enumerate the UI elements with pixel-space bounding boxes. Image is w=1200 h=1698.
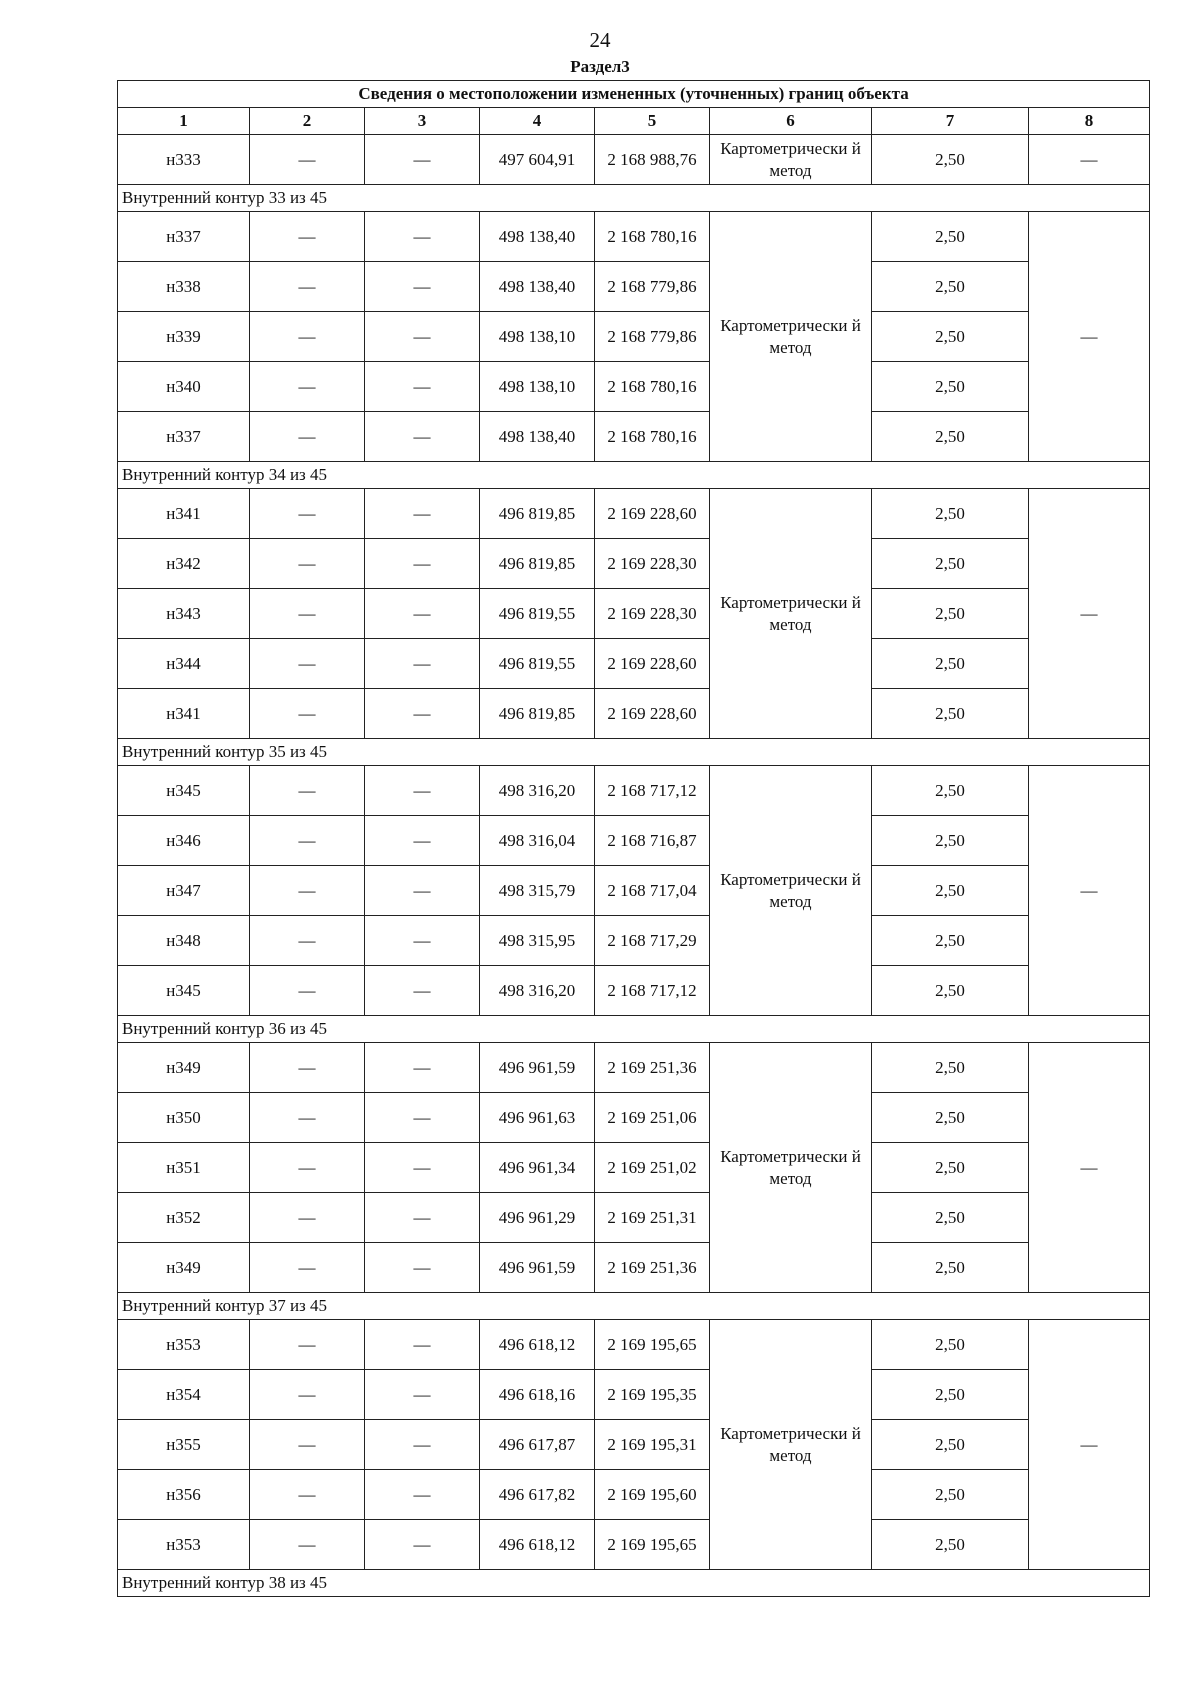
x-coordinate: 496 617,82 xyxy=(480,1470,595,1520)
x-coordinate: 498 316,20 xyxy=(480,766,595,816)
y-coordinate: 2 169 251,36 xyxy=(595,1243,710,1293)
accuracy-value: 2,50 xyxy=(872,312,1029,362)
column-number: 6 xyxy=(710,108,872,135)
column-3-value: — xyxy=(365,135,480,185)
column-number: 5 xyxy=(595,108,710,135)
accuracy-value: 2,50 xyxy=(872,689,1029,739)
column-3-value: — xyxy=(365,966,480,1016)
y-coordinate: 2 169 228,60 xyxy=(595,489,710,539)
accuracy-value: 2,50 xyxy=(872,639,1029,689)
point-id: н345 xyxy=(118,966,250,1016)
column-3-value: — xyxy=(365,362,480,412)
contour-label: Внутренний контур 37 из 45 xyxy=(118,1293,1150,1320)
point-id: н352 xyxy=(118,1193,250,1243)
table-row xyxy=(118,1520,1150,1570)
contour-label-row xyxy=(118,185,1150,212)
table-row xyxy=(118,135,1150,185)
accuracy-value: 2,50 xyxy=(872,589,1029,639)
table-row xyxy=(118,1370,1150,1420)
column-2-value: — xyxy=(250,135,365,185)
table-row xyxy=(118,262,1150,312)
column-3-value: — xyxy=(365,312,480,362)
accuracy-value: 2,50 xyxy=(872,212,1029,262)
x-coordinate: 498 138,40 xyxy=(480,212,595,262)
contour-label: Внутренний контур 34 из 45 xyxy=(118,462,1150,489)
table-caption: Сведения о местоположении измененных (уточненных) границ объекта xyxy=(118,81,1150,108)
method-cell: Картометрически й метод xyxy=(710,212,872,462)
accuracy-value: 2,50 xyxy=(872,1420,1029,1470)
accuracy-value: 2,50 xyxy=(872,966,1029,1016)
column-2-value: — xyxy=(250,1243,365,1293)
x-coordinate: 496 819,85 xyxy=(480,539,595,589)
point-id: н346 xyxy=(118,816,250,866)
point-id: н343 xyxy=(118,589,250,639)
point-id: н340 xyxy=(118,362,250,412)
column-8-value: — xyxy=(1029,766,1150,1016)
column-3-value: — xyxy=(365,1520,480,1570)
boundary-coordinates-table xyxy=(117,80,1150,1597)
y-coordinate: 2 168 717,12 xyxy=(595,766,710,816)
x-coordinate: 496 961,59 xyxy=(480,1243,595,1293)
table-row xyxy=(118,589,1150,639)
y-coordinate: 2 168 779,86 xyxy=(595,312,710,362)
table-row xyxy=(118,1243,1150,1293)
x-coordinate: 496 819,85 xyxy=(480,689,595,739)
column-3-value: — xyxy=(365,589,480,639)
column-number: 8 xyxy=(1029,108,1150,135)
column-3-value: — xyxy=(365,916,480,966)
method-cell: Картометрически й метод xyxy=(710,1043,872,1293)
column-2-value: — xyxy=(250,1043,365,1093)
contour-label-row xyxy=(118,1570,1150,1597)
x-coordinate: 498 138,40 xyxy=(480,412,595,462)
accuracy-value: 2,50 xyxy=(872,766,1029,816)
point-id: н341 xyxy=(118,689,250,739)
y-coordinate: 2 168 988,76 xyxy=(595,135,710,185)
column-number: 2 xyxy=(250,108,365,135)
x-coordinate: 498 316,04 xyxy=(480,816,595,866)
column-3-value: — xyxy=(365,639,480,689)
y-coordinate: 2 169 195,65 xyxy=(595,1320,710,1370)
method-cell: Картометрически й метод xyxy=(710,135,872,185)
column-2-value: — xyxy=(250,1470,365,1520)
table-row xyxy=(118,539,1150,589)
point-id: н356 xyxy=(118,1470,250,1520)
column-2-value: — xyxy=(250,262,365,312)
point-id: н345 xyxy=(118,766,250,816)
contour-label: Внутренний контур 38 из 45 xyxy=(118,1570,1150,1597)
x-coordinate: 496 961,59 xyxy=(480,1043,595,1093)
page-number: 24 xyxy=(589,28,611,52)
x-coordinate: 498 315,79 xyxy=(480,866,595,916)
accuracy-value: 2,50 xyxy=(872,135,1029,185)
column-3-value: — xyxy=(365,1193,480,1243)
column-2-value: — xyxy=(250,689,365,739)
contour-label-row xyxy=(118,1016,1150,1043)
column-8-value: — xyxy=(1029,1043,1150,1293)
accuracy-value: 2,50 xyxy=(872,1043,1029,1093)
point-id: н355 xyxy=(118,1420,250,1470)
column-3-value: — xyxy=(365,1093,480,1143)
accuracy-value: 2,50 xyxy=(872,1143,1029,1193)
column-2-value: — xyxy=(250,916,365,966)
table-row xyxy=(118,1193,1150,1243)
table-row xyxy=(118,489,1150,539)
column-number: 7 xyxy=(872,108,1029,135)
table-row xyxy=(118,412,1150,462)
y-coordinate: 2 169 228,30 xyxy=(595,589,710,639)
column-2-value: — xyxy=(250,1320,365,1370)
column-number: 1 xyxy=(118,108,250,135)
column-2-value: — xyxy=(250,489,365,539)
accuracy-value: 2,50 xyxy=(872,362,1029,412)
point-id: н354 xyxy=(118,1370,250,1420)
column-number-row xyxy=(118,108,1150,135)
y-coordinate: 2 169 195,35 xyxy=(595,1370,710,1420)
x-coordinate: 498 315,95 xyxy=(480,916,595,966)
accuracy-value: 2,50 xyxy=(872,262,1029,312)
column-2-value: — xyxy=(250,1093,365,1143)
accuracy-value: 2,50 xyxy=(872,1520,1029,1570)
column-3-value: — xyxy=(365,766,480,816)
method-cell: Картометрически й метод xyxy=(710,1320,872,1570)
accuracy-value: 2,50 xyxy=(872,866,1029,916)
table-row xyxy=(118,639,1150,689)
contour-label-row xyxy=(118,739,1150,766)
point-id: н341 xyxy=(118,489,250,539)
table-row xyxy=(118,1043,1150,1093)
column-2-value: — xyxy=(250,212,365,262)
x-coordinate: 496 618,12 xyxy=(480,1520,595,1570)
x-coordinate: 496 819,85 xyxy=(480,489,595,539)
y-coordinate: 2 168 717,12 xyxy=(595,966,710,1016)
y-coordinate: 2 168 716,87 xyxy=(595,816,710,866)
point-id: н338 xyxy=(118,262,250,312)
x-coordinate: 498 138,10 xyxy=(480,362,595,412)
table-row xyxy=(118,1093,1150,1143)
point-id: н353 xyxy=(118,1320,250,1370)
y-coordinate: 2 168 717,04 xyxy=(595,866,710,916)
contour-label-row xyxy=(118,1293,1150,1320)
table-row xyxy=(118,362,1150,412)
column-3-value: — xyxy=(365,1420,480,1470)
point-id: н349 xyxy=(118,1243,250,1293)
table-row xyxy=(118,689,1150,739)
column-3-value: — xyxy=(365,539,480,589)
table-row xyxy=(118,1143,1150,1193)
column-2-value: — xyxy=(250,1143,365,1193)
method-cell: Картометрически й метод xyxy=(710,766,872,1016)
x-coordinate: 498 138,10 xyxy=(480,312,595,362)
table-row xyxy=(118,916,1150,966)
column-2-value: — xyxy=(250,1420,365,1470)
point-id: н337 xyxy=(118,412,250,462)
accuracy-value: 2,50 xyxy=(872,916,1029,966)
x-coordinate: 496 617,87 xyxy=(480,1420,595,1470)
column-2-value: — xyxy=(250,639,365,689)
point-id: н353 xyxy=(118,1520,250,1570)
y-coordinate: 2 169 195,60 xyxy=(595,1470,710,1520)
y-coordinate: 2 169 251,02 xyxy=(595,1143,710,1193)
point-id: н351 xyxy=(118,1143,250,1193)
y-coordinate: 2 169 251,36 xyxy=(595,1043,710,1093)
column-2-value: — xyxy=(250,539,365,589)
x-coordinate: 498 138,40 xyxy=(480,262,595,312)
y-coordinate: 2 168 779,86 xyxy=(595,262,710,312)
x-coordinate: 496 618,16 xyxy=(480,1370,595,1420)
table-row xyxy=(118,1320,1150,1370)
column-3-value: — xyxy=(365,412,480,462)
column-3-value: — xyxy=(365,1243,480,1293)
x-coordinate: 496 961,63 xyxy=(480,1093,595,1143)
column-3-value: — xyxy=(365,1470,480,1520)
method-cell: Картометрически й метод xyxy=(710,489,872,739)
y-coordinate: 2 169 195,65 xyxy=(595,1520,710,1570)
x-coordinate: 496 618,12 xyxy=(480,1320,595,1370)
column-2-value: — xyxy=(250,362,365,412)
accuracy-value: 2,50 xyxy=(872,412,1029,462)
y-coordinate: 2 168 780,16 xyxy=(595,362,710,412)
accuracy-value: 2,50 xyxy=(872,1243,1029,1293)
x-coordinate: 496 961,29 xyxy=(480,1193,595,1243)
column-3-value: — xyxy=(365,1043,480,1093)
column-2-value: — xyxy=(250,1193,365,1243)
column-2-value: — xyxy=(250,766,365,816)
contour-label: Внутренний контур 35 из 45 xyxy=(118,739,1150,766)
table-row xyxy=(118,766,1150,816)
column-3-value: — xyxy=(365,866,480,916)
point-id: н348 xyxy=(118,916,250,966)
accuracy-value: 2,50 xyxy=(872,1320,1029,1370)
accuracy-value: 2,50 xyxy=(872,1193,1029,1243)
x-coordinate: 496 961,34 xyxy=(480,1143,595,1193)
y-coordinate: 2 168 780,16 xyxy=(595,412,710,462)
table-row xyxy=(118,816,1150,866)
x-coordinate: 498 316,20 xyxy=(480,966,595,1016)
column-8-value: — xyxy=(1029,212,1150,462)
column-2-value: — xyxy=(250,1520,365,1570)
column-2-value: — xyxy=(250,866,365,916)
contour-label: Внутренний контур 36 из 45 xyxy=(118,1016,1150,1043)
column-3-value: — xyxy=(365,816,480,866)
column-number: 3 xyxy=(365,108,480,135)
contour-label-row xyxy=(118,462,1150,489)
column-3-value: — xyxy=(365,689,480,739)
point-id: н350 xyxy=(118,1093,250,1143)
y-coordinate: 2 169 228,60 xyxy=(595,689,710,739)
accuracy-value: 2,50 xyxy=(872,1093,1029,1143)
column-3-value: — xyxy=(365,489,480,539)
y-coordinate: 2 169 251,31 xyxy=(595,1193,710,1243)
accuracy-value: 2,50 xyxy=(872,1370,1029,1420)
column-3-value: — xyxy=(365,212,480,262)
column-8-value: — xyxy=(1029,489,1150,739)
y-coordinate: 2 168 780,16 xyxy=(595,212,710,262)
point-id: н339 xyxy=(118,312,250,362)
column-2-value: — xyxy=(250,816,365,866)
column-8-value: — xyxy=(1029,1320,1150,1570)
column-2-value: — xyxy=(250,312,365,362)
y-coordinate: 2 168 717,29 xyxy=(595,916,710,966)
y-coordinate: 2 169 228,60 xyxy=(595,639,710,689)
point-id: н349 xyxy=(118,1043,250,1093)
x-coordinate: 497 604,91 xyxy=(480,135,595,185)
table-row xyxy=(118,1470,1150,1520)
table-row xyxy=(118,1420,1150,1470)
table-row xyxy=(118,212,1150,262)
table-row xyxy=(118,866,1150,916)
y-coordinate: 2 169 251,06 xyxy=(595,1093,710,1143)
table-row xyxy=(118,312,1150,362)
column-3-value: — xyxy=(365,1320,480,1370)
accuracy-value: 2,50 xyxy=(872,489,1029,539)
x-coordinate: 496 819,55 xyxy=(480,589,595,639)
contour-label: Внутренний контур 33 из 45 xyxy=(118,185,1150,212)
section-title: Раздел3 xyxy=(570,57,630,76)
column-3-value: — xyxy=(365,262,480,312)
point-id: н347 xyxy=(118,866,250,916)
point-id: н344 xyxy=(118,639,250,689)
column-2-value: — xyxy=(250,1370,365,1420)
accuracy-value: 2,50 xyxy=(872,539,1029,589)
y-coordinate: 2 169 195,31 xyxy=(595,1420,710,1470)
point-id: н333 xyxy=(118,135,250,185)
accuracy-value: 2,50 xyxy=(872,1470,1029,1520)
x-coordinate: 496 819,55 xyxy=(480,639,595,689)
accuracy-value: 2,50 xyxy=(872,816,1029,866)
column-2-value: — xyxy=(250,589,365,639)
y-coordinate: 2 169 228,30 xyxy=(595,539,710,589)
column-2-value: — xyxy=(250,966,365,1016)
column-3-value: — xyxy=(365,1370,480,1420)
column-8-value: — xyxy=(1029,135,1150,185)
point-id: н342 xyxy=(118,539,250,589)
column-2-value: — xyxy=(250,412,365,462)
point-id: н337 xyxy=(118,212,250,262)
column-3-value: — xyxy=(365,1143,480,1193)
table-row xyxy=(118,966,1150,1016)
column-number: 4 xyxy=(480,108,595,135)
